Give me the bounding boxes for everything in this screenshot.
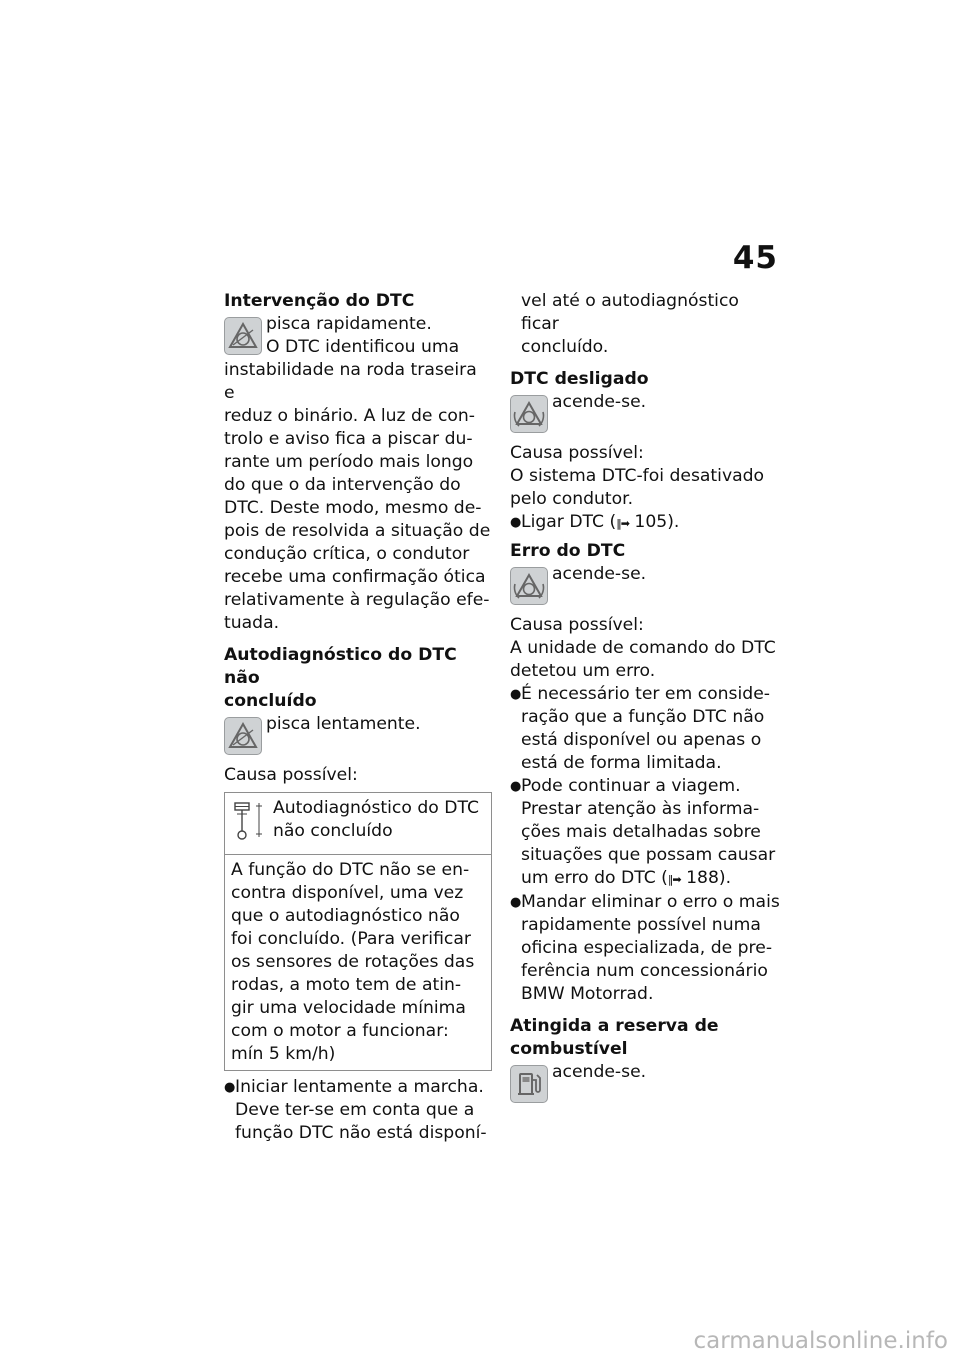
dtc-warning-icon <box>224 317 262 355</box>
indicator-row <box>510 391 782 433</box>
list-item: ● Iniciar lentamente a marcha. Deve ter-se em conta que a função DTC não está disponí- <box>224 1077 487 1143</box>
page-reference-arrow-icon: ‖➡ <box>667 873 681 886</box>
text-line: pois de resolvida a situação de <box>224 521 491 541</box>
dtc-off-icon <box>510 395 548 433</box>
s1-body <box>224 359 492 635</box>
info-box-header <box>225 793 491 855</box>
indicator-row <box>224 313 492 359</box>
text-line: pelo condutor. <box>510 489 634 509</box>
text-line: recebe uma confirmação ótica <box>224 567 486 587</box>
watermark: carmanualsonline.info <box>693 1328 948 1354</box>
text-line: DTC. Deste modo, mesmo de- <box>224 498 482 518</box>
indicator-state: pisca rapidamente. <box>266 314 432 334</box>
text-line: reduz o binário. A luz de con- <box>224 406 476 426</box>
fuel-pump-icon <box>510 1065 548 1103</box>
section-title-dtc-error: Erro do DTC <box>510 541 626 561</box>
text-line: O sistema DTC-foi desativado <box>510 466 765 486</box>
cause-label: Causa possível: <box>510 443 644 463</box>
text-line: condução crítica, o condutor <box>224 544 470 564</box>
text-line: do que o da intervenção do <box>224 475 461 495</box>
section-title-self-diagnosis: Autodiagnóstico do DTC não concluído <box>224 645 457 711</box>
text-line: detetou um erro. <box>510 661 656 681</box>
info-box-body: A função do DTC não se en- contra disponível, uma vez que o autodiagnóstico não foi concluído. (Para verificar os sensores de rotações das rodas, a moto tem de atin- gir uma velocidade mínima com o motor a funcionar: mín 5 km/h) <box>231 860 475 1064</box>
cause-label: Causa possível: <box>224 765 358 785</box>
text-line: relativamente à regulação efe- <box>224 590 490 610</box>
indicator-state: acende-se. <box>552 392 647 412</box>
indicator-state: acende-se. <box>552 564 647 584</box>
indicator-row <box>224 713 492 755</box>
list-item: ● Pode continuar a viagem. Prestar atenção às informa- ções mais detalhadas sobre situações que possam causar um erro do DTC (‖➡ 188). <box>510 776 776 888</box>
box-heading: não concluído <box>273 821 393 841</box>
continued-text: vel até o autodiagnóstico ficar concluído. <box>521 291 739 357</box>
dtc-warning-icon <box>224 717 262 755</box>
indicator-state: pisca lentamente. <box>266 714 421 734</box>
list-item: ● É necessário ter em conside- ração que a função DTC não está disponível ou apenas o está de forma limitada. <box>510 684 770 773</box>
section-title-dtc-intervention: Intervenção do DTC <box>224 291 415 311</box>
page-number: 45 <box>732 240 778 276</box>
box-heading: Autodiagnóstico do DTC <box>273 798 479 818</box>
section-title-fuel-reserve: Atingida a reserva de combustível <box>510 1016 719 1059</box>
text-line: rante um período mais longo <box>224 452 474 472</box>
indicator-state: acende-se. <box>552 1062 647 1082</box>
section-title-dtc-off: DTC desligado <box>510 369 649 389</box>
cause-label: Causa possível: <box>510 615 644 635</box>
indicator-row <box>510 563 782 605</box>
info-box <box>224 792 492 1071</box>
text-line: A unidade de comando do DTC <box>510 638 776 658</box>
indicator-row <box>510 1061 782 1103</box>
dtc-off-icon <box>510 567 548 605</box>
text-line: instabilidade na roda traseira e <box>224 360 477 403</box>
text-line: trolo e aviso fica a piscar du- <box>224 429 473 449</box>
text-line: tuada. <box>224 613 280 633</box>
suspension-diagnostic-icon <box>229 797 273 848</box>
list-item: ● Ligar DTC (‖➡ 105). <box>510 512 680 532</box>
left-column <box>224 290 492 1145</box>
right-column <box>510 290 782 1103</box>
page-reference-arrow-icon: ‖➡ <box>616 517 629 530</box>
list-item: ● Mandar eliminar o erro o mais rapidamente possível numa oficina especializada, de pre- ferência num concessionário BMW Motorrad. <box>510 892 780 1004</box>
body-text: O DTC identificou uma <box>266 337 460 357</box>
